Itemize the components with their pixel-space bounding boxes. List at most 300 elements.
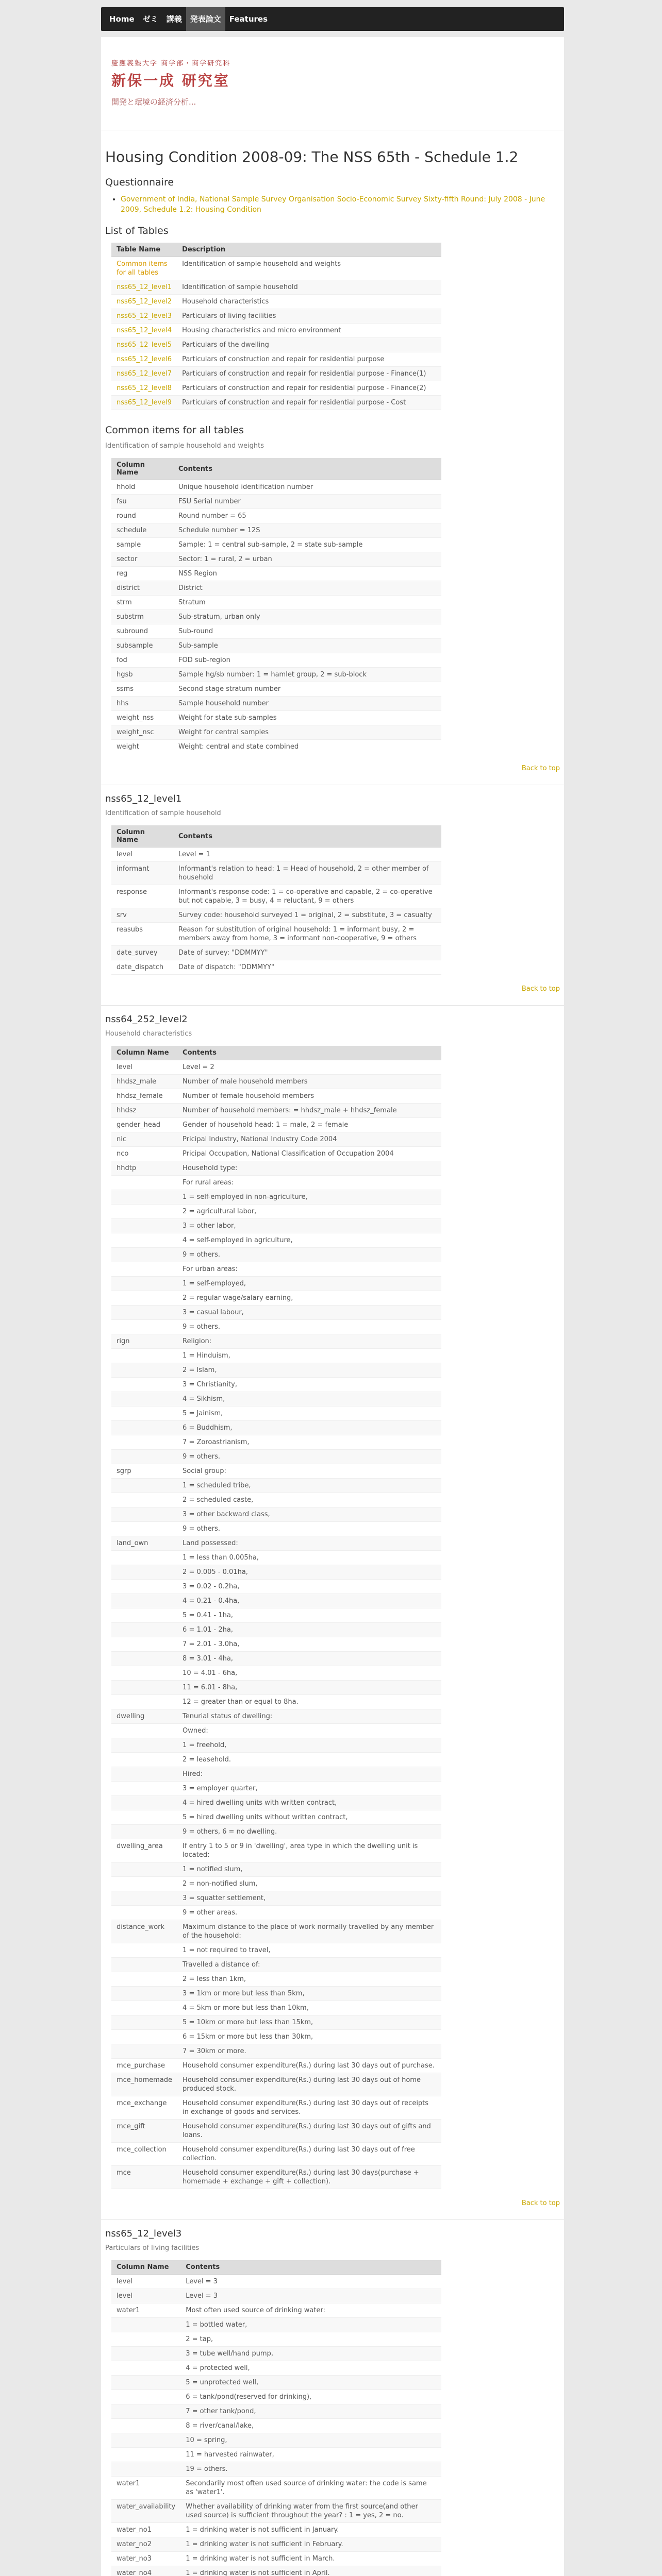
cell-contents: Stratum bbox=[173, 596, 441, 610]
cell-contents: Particulars of living facilities bbox=[177, 309, 441, 324]
cell-name: date_survey bbox=[111, 946, 173, 960]
column-header: Description bbox=[177, 243, 441, 257]
cell-contents: Level = 3 bbox=[180, 2289, 441, 2303]
cell-name bbox=[111, 1363, 177, 1378]
cell-contents: Particulars of construction and repair for residential purpose - Finance(1) bbox=[177, 367, 441, 381]
table-link[interactable]: nss65_12_level6 bbox=[117, 355, 172, 363]
table-row bbox=[111, 2433, 441, 2448]
cell-contents: Land possessed: bbox=[177, 1536, 441, 1551]
table-link[interactable]: nss65_12_level8 bbox=[117, 384, 172, 392]
cell-name bbox=[111, 1450, 177, 1464]
cell-contents: For urban areas: bbox=[177, 1262, 441, 1277]
table-row bbox=[111, 480, 441, 495]
nav-item[interactable]: 講義 bbox=[166, 14, 182, 24]
table-link[interactable]: nss65_12_level9 bbox=[117, 399, 172, 406]
column-header: Contents bbox=[173, 825, 441, 848]
cell-contents: Household consumer expenditure(Rs.) during last 30 days(purchase + homemade + exchange + gift + collection). bbox=[177, 2166, 441, 2189]
cell-name bbox=[111, 1796, 177, 1810]
cell-contents: Secondarily most often used source of drinking water: the code is same as 'water1'. bbox=[180, 2477, 441, 2500]
page-container bbox=[101, 37, 564, 2576]
cell-name bbox=[111, 1435, 177, 1450]
table-row bbox=[111, 1796, 441, 1810]
level1-table bbox=[111, 825, 441, 975]
table-row bbox=[111, 1320, 441, 1334]
cell-name: date_dispatch bbox=[111, 960, 173, 975]
cell-name: water1 bbox=[111, 2477, 180, 2500]
cell-contents: Household consumer expenditure(Rs.) during last 30 days out of purchase. bbox=[177, 2059, 441, 2073]
cell-name: mce_purchase bbox=[111, 2059, 177, 2073]
cell-name bbox=[111, 2361, 180, 2376]
nav-item[interactable]: Features bbox=[229, 14, 268, 24]
table-row bbox=[111, 1738, 441, 1753]
table-link[interactable]: nss65_12_level2 bbox=[117, 298, 172, 306]
cell-contents: 3 = Christianity, bbox=[177, 1378, 441, 1392]
table-row bbox=[111, 923, 441, 946]
cell-name: water_no2 bbox=[111, 2537, 180, 2552]
cell-name: distance_work bbox=[111, 1920, 177, 1943]
cell-contents: 2 = non-notified slum, bbox=[177, 1877, 441, 1891]
main-content bbox=[101, 130, 564, 2576]
cell-contents: 9 = others, 6 = no dwelling. bbox=[177, 1825, 441, 1839]
table-row bbox=[111, 2166, 441, 2189]
cell-name bbox=[111, 2448, 180, 2462]
cell-name bbox=[111, 1594, 177, 1608]
cell-contents: Unique household identification number bbox=[173, 480, 441, 495]
table-row bbox=[111, 581, 441, 596]
cell-contents: Number of male household members bbox=[177, 1075, 441, 1089]
table-row bbox=[111, 495, 441, 509]
level1-heading: nss65_12_level1 bbox=[105, 793, 182, 804]
cell-contents: 1 = drinking water is not sufficient in April. bbox=[180, 2566, 441, 2576]
cell-contents: 2 = less than 1km, bbox=[177, 1972, 441, 1987]
table-row bbox=[111, 324, 441, 338]
table-row bbox=[111, 2404, 441, 2419]
cell-name: fod bbox=[111, 653, 173, 668]
cell-contents: Level = 2 bbox=[177, 1060, 441, 1075]
table-row bbox=[111, 1493, 441, 1507]
column-header: Table Name bbox=[111, 243, 177, 257]
column-header: Contents bbox=[173, 458, 441, 480]
table-row bbox=[111, 1580, 441, 1594]
cell-contents: 9 = others. bbox=[177, 1248, 441, 1262]
cell-name: substrm bbox=[111, 610, 173, 624]
cell-name bbox=[111, 1580, 177, 1594]
table-row bbox=[111, 2289, 441, 2303]
cell-contents: 9 = others. bbox=[177, 1522, 441, 1536]
cell-contents: Household consumer expenditure(Rs.) during last 30 days out of gifts and loans. bbox=[177, 2120, 441, 2143]
cell-contents: 3 = squatter settlement, bbox=[177, 1891, 441, 1906]
cell-contents: 2 = tap, bbox=[180, 2332, 441, 2347]
level3-table bbox=[111, 2260, 441, 2576]
cell-contents: 9 = others. bbox=[177, 1320, 441, 1334]
cell-contents: 7 = Zoroastrianism, bbox=[177, 1435, 441, 1450]
cell-contents: 2 = leasehold. bbox=[177, 1753, 441, 1767]
table-row bbox=[111, 1972, 441, 1987]
cell-name: hhdsz_male bbox=[111, 1075, 177, 1089]
cell-contents: Religion: bbox=[177, 1334, 441, 1349]
table-row bbox=[111, 2566, 441, 2576]
cell-contents: 7 = 2.01 - 3.0ha, bbox=[177, 1637, 441, 1652]
table-row bbox=[111, 639, 441, 653]
cell-name bbox=[111, 1493, 177, 1507]
table-row bbox=[111, 1132, 441, 1147]
cell-name bbox=[111, 2015, 177, 2030]
table-row bbox=[111, 1551, 441, 1565]
cell-contents: 4 = protected well, bbox=[180, 2361, 441, 2376]
cell-name bbox=[111, 1291, 177, 1306]
cell-contents: 3 = casual labour, bbox=[177, 1306, 441, 1320]
cell-contents: If entry 1 to 5 or 9 in 'dwelling', area type in which the dwelling unit is located: bbox=[177, 1839, 441, 1862]
back-to-top-3 bbox=[105, 2199, 560, 2207]
cell-name bbox=[111, 1943, 177, 1958]
table-link[interactable]: nss65_12_level1 bbox=[117, 283, 172, 291]
cell-name bbox=[111, 1176, 177, 1190]
cell-contents: Weight for state sub-samples bbox=[173, 711, 441, 725]
cell-contents: 1 = Hinduism, bbox=[177, 1349, 441, 1363]
cell-name: water_no4 bbox=[111, 2566, 180, 2576]
cell-contents: Schedule number = 12S bbox=[173, 523, 441, 538]
cell-contents: Weight: central and state combined bbox=[173, 740, 441, 754]
cell-name bbox=[111, 1248, 177, 1262]
table-row bbox=[111, 2419, 441, 2433]
cell-contents: 3 = tube well/hand pump, bbox=[180, 2347, 441, 2361]
cell-contents: 10 = 4.01 - 6ha, bbox=[177, 1666, 441, 1681]
back-to-top-link[interactable]: Back to top bbox=[521, 2199, 560, 2207]
table-row bbox=[111, 1176, 441, 1190]
cell-name bbox=[111, 309, 177, 324]
cell-contents: Weight for central samples bbox=[173, 725, 441, 740]
table-row bbox=[111, 740, 441, 754]
nav-item[interactable]: ゼミ bbox=[142, 14, 158, 24]
cell-name bbox=[111, 1233, 177, 1248]
table-row bbox=[111, 1464, 441, 1479]
cell-contents: 5 = unprotected well, bbox=[180, 2376, 441, 2390]
cell-contents: Household consumer expenditure(Rs.) during last 30 days out of free collection. bbox=[177, 2143, 441, 2166]
table-row bbox=[111, 1623, 441, 1637]
cell-contents: FOD sub-region bbox=[173, 653, 441, 668]
table-link[interactable]: nss65_12_level3 bbox=[117, 312, 172, 320]
cell-contents: FSU Serial number bbox=[173, 495, 441, 509]
cell-name: level bbox=[111, 2289, 180, 2303]
table-row bbox=[111, 1709, 441, 1724]
cell-contents: 5 = 10km or more but less than 15km, bbox=[177, 2015, 441, 2030]
questionnaire-link[interactable]: Government of India, National Sample Survey Organisation Socio-Economic Survey Sixty-fifth Round: July 2008 - June 2009, Schedule 1.2: Housing Condition bbox=[121, 195, 545, 214]
table-row bbox=[111, 1075, 441, 1089]
table-row bbox=[111, 257, 441, 280]
cell-contents: 2 = Islam, bbox=[177, 1363, 441, 1378]
common-items-table bbox=[111, 458, 441, 754]
table-row bbox=[111, 1920, 441, 1943]
cell-contents: 6 = 1.01 - 2ha, bbox=[177, 1623, 441, 1637]
column-header: Column Name bbox=[111, 2260, 180, 2275]
cell-name bbox=[111, 1190, 177, 1205]
table-row bbox=[111, 552, 441, 567]
table-link[interactable]: nss65_12_level4 bbox=[117, 327, 172, 334]
table-row bbox=[111, 2303, 441, 2318]
table-row bbox=[111, 2537, 441, 2552]
cell-contents: 1 = notified slum, bbox=[177, 1862, 441, 1877]
cell-name bbox=[111, 1378, 177, 1392]
table-row bbox=[111, 1608, 441, 1623]
table-row bbox=[111, 1378, 441, 1392]
cell-contents: 3 = employer quarter, bbox=[177, 1782, 441, 1796]
cell-name: mce_homemade bbox=[111, 2073, 177, 2096]
cell-contents: Household consumer expenditure(Rs.) during last 30 days out of home produced stock. bbox=[177, 2073, 441, 2096]
cell-name: response bbox=[111, 885, 173, 908]
cell-contents: Date of survey: "DDMMYY" bbox=[173, 946, 441, 960]
top-navigation bbox=[0, 0, 662, 37]
table-row bbox=[111, 1306, 441, 1320]
table-row bbox=[111, 2030, 441, 2044]
cell-name: hgsb bbox=[111, 668, 173, 682]
cell-name bbox=[111, 1862, 177, 1877]
cell-contents: 1 = self-employed, bbox=[177, 1277, 441, 1291]
cell-contents: Sub-round bbox=[173, 624, 441, 639]
cell-contents: Date of dispatch: "DDMMYY" bbox=[173, 960, 441, 975]
cell-name: hhdtp bbox=[111, 1161, 177, 1176]
cell-name: weight bbox=[111, 740, 173, 754]
table-row bbox=[111, 2361, 441, 2376]
cell-contents: 1 = bottled water, bbox=[180, 2318, 441, 2332]
table-row bbox=[111, 596, 441, 610]
table-row bbox=[111, 2059, 441, 2073]
table-row bbox=[111, 2376, 441, 2390]
table-row bbox=[111, 711, 441, 725]
table-row bbox=[111, 280, 441, 295]
back-to-top-link[interactable]: Back to top bbox=[521, 985, 560, 993]
table-row bbox=[111, 725, 441, 740]
cell-name bbox=[111, 1406, 177, 1421]
cell-name bbox=[111, 280, 177, 295]
cell-name: land_own bbox=[111, 1536, 177, 1551]
university-name: 慶應義塾大学 商学部・商学研究科 bbox=[111, 60, 231, 67]
cell-name bbox=[111, 352, 177, 367]
lab-name: 新保一成 研究室 bbox=[111, 72, 230, 89]
cell-name bbox=[111, 1666, 177, 1681]
cell-name bbox=[111, 1782, 177, 1796]
cell-name: round bbox=[111, 509, 173, 523]
cell-contents: Household type: bbox=[177, 1161, 441, 1176]
table-row bbox=[111, 509, 441, 523]
cell-contents: For rural areas: bbox=[177, 1176, 441, 1190]
cell-name bbox=[111, 1987, 177, 2001]
page-title: Housing Condition 2008-09: The NSS 65th - Schedule 1.2 bbox=[105, 148, 519, 165]
cell-contents: Informant's relation to head: 1 = Head of household, 2 = other member of household bbox=[173, 862, 441, 885]
cell-contents: 4 = 5km or more but less than 10km, bbox=[177, 2001, 441, 2015]
cell-name bbox=[111, 1891, 177, 1906]
table-row bbox=[111, 1363, 441, 1378]
cell-name: subround bbox=[111, 624, 173, 639]
cell-contents: 1 = drinking water is not sufficient in February. bbox=[180, 2537, 441, 2552]
cell-contents: Identification of sample household and weights bbox=[177, 257, 441, 280]
back-to-top-2 bbox=[105, 985, 560, 993]
cell-contents: Sample: 1 = central sub-sample, 2 = state sub-sample bbox=[173, 538, 441, 552]
list-of-tables-heading: List of Tables bbox=[105, 225, 169, 236]
cell-contents: 2 = scheduled caste, bbox=[177, 1493, 441, 1507]
table-row bbox=[111, 960, 441, 975]
cell-name bbox=[111, 2332, 180, 2347]
table-row bbox=[111, 653, 441, 668]
cell-name bbox=[111, 1522, 177, 1536]
table-link[interactable]: nss65_12_level7 bbox=[117, 370, 172, 378]
cell-name bbox=[111, 2376, 180, 2390]
cell-contents: Household characteristics bbox=[177, 295, 441, 309]
table-row bbox=[111, 2096, 441, 2120]
table-row bbox=[111, 1349, 441, 1363]
cell-contents: 2 = agricultural labor, bbox=[177, 1205, 441, 1219]
table-row bbox=[111, 567, 441, 581]
level1-desc: Identification of sample household bbox=[105, 809, 221, 817]
cell-contents: 7 = other tank/pond, bbox=[180, 2404, 441, 2419]
cell-name: informant bbox=[111, 862, 173, 885]
table-link[interactable]: nss65_12_level5 bbox=[117, 341, 172, 349]
table-row bbox=[111, 1262, 441, 1277]
table-row bbox=[111, 1248, 441, 1262]
table-row bbox=[111, 2523, 441, 2537]
cell-name bbox=[111, 1753, 177, 1767]
cell-contents: 9 = other areas. bbox=[177, 1906, 441, 1920]
cell-name: district bbox=[111, 581, 173, 596]
cell-name bbox=[111, 396, 177, 410]
table-row bbox=[111, 1507, 441, 1522]
cell-contents: Particulars of construction and repair for residential purpose bbox=[177, 352, 441, 367]
cell-contents: 8 = 3.01 - 4ha, bbox=[177, 1652, 441, 1666]
table-row bbox=[111, 1753, 441, 1767]
table-row bbox=[111, 2390, 441, 2404]
cell-contents: 10 = spring, bbox=[180, 2433, 441, 2448]
cell-contents: 9 = others. bbox=[177, 1450, 441, 1464]
table-row bbox=[111, 848, 441, 862]
cell-name bbox=[111, 1906, 177, 1920]
table-row bbox=[111, 1277, 441, 1291]
table-row bbox=[111, 908, 441, 923]
cell-name bbox=[111, 1958, 177, 1972]
cell-name: hhold bbox=[111, 480, 173, 495]
cell-contents: Level = 3 bbox=[180, 2275, 441, 2289]
table-row bbox=[111, 1219, 441, 1233]
table-row bbox=[111, 1060, 441, 1075]
cell-contents: 1 = scheduled tribe, bbox=[177, 1479, 441, 1493]
cell-contents: Sector: 1 = rural, 2 = urban bbox=[173, 552, 441, 567]
cell-contents: Identification of sample household bbox=[177, 280, 441, 295]
cell-name: ssms bbox=[111, 682, 173, 697]
cell-name bbox=[111, 1565, 177, 1580]
cell-name bbox=[111, 1608, 177, 1623]
cell-name: weight_nsc bbox=[111, 725, 173, 740]
cell-contents: 11 = harvested rainwater, bbox=[180, 2448, 441, 2462]
cell-name: sample bbox=[111, 538, 173, 552]
cell-contents: Number of household members: = hhdsz_male + hhdsz_female bbox=[177, 1104, 441, 1118]
cell-contents: Owned: bbox=[177, 1724, 441, 1738]
cell-contents: 6 = Buddhism, bbox=[177, 1421, 441, 1435]
cell-contents: Maximum distance to the place of work normally travelled by any member of the household: bbox=[177, 1920, 441, 1943]
cell-name: hhdsz_female bbox=[111, 1089, 177, 1104]
lab-tagline: 開発と環境の経済分析... bbox=[111, 97, 196, 107]
cell-contents: 2 = regular wage/salary earning, bbox=[177, 1291, 441, 1306]
cell-name bbox=[111, 1972, 177, 1987]
table-row bbox=[111, 2120, 441, 2143]
cell-contents: 8 = river/canal/lake, bbox=[180, 2419, 441, 2433]
cell-contents: Sample household number bbox=[173, 697, 441, 711]
cell-contents: Survey code: household surveyed 1 = original, 2 = substitute, 3 = casualty bbox=[173, 908, 441, 923]
column-header: Column Name bbox=[111, 825, 173, 848]
cell-contents: Particulars of construction and repair for residential purpose - Cost bbox=[177, 396, 441, 410]
table-row bbox=[111, 1190, 441, 1205]
cell-contents: Pricipal Industry, National Industry Code 2004 bbox=[177, 1132, 441, 1147]
divider bbox=[101, 1005, 564, 1006]
cell-contents: 1 = less than 0.005ha, bbox=[177, 1551, 441, 1565]
table-row bbox=[111, 1291, 441, 1306]
cell-contents: 3 = other backward class, bbox=[177, 1507, 441, 1522]
cell-name bbox=[111, 1695, 177, 1709]
cell-name bbox=[111, 2001, 177, 2015]
table-row bbox=[111, 1767, 441, 1782]
cell-contents: 1 = drinking water is not sufficient in January. bbox=[180, 2523, 441, 2537]
cell-name: nic bbox=[111, 1132, 177, 1147]
table-row bbox=[111, 1089, 441, 1104]
nav-item[interactable]: 発表論文 bbox=[186, 7, 225, 31]
cell-contents: 4 = hired dwelling units with written contract, bbox=[177, 1796, 441, 1810]
cell-name: sgrp bbox=[111, 1464, 177, 1479]
cell-contents: Sub-stratum, urban only bbox=[173, 610, 441, 624]
cell-contents: Housing characteristics and micro environment bbox=[177, 324, 441, 338]
cell-contents: 1 = freehold, bbox=[177, 1738, 441, 1753]
cell-name: fsu bbox=[111, 495, 173, 509]
cell-name: reg bbox=[111, 567, 173, 581]
cell-name bbox=[111, 1421, 177, 1435]
cell-contents: Household consumer expenditure(Rs.) during last 30 days out of receipts in exchange of goods and services. bbox=[177, 2096, 441, 2120]
cell-name: mce bbox=[111, 2166, 177, 2189]
table-row bbox=[111, 1104, 441, 1118]
level3-heading: nss65_12_level3 bbox=[105, 2228, 182, 2239]
table-row bbox=[111, 1205, 441, 1219]
cell-name bbox=[111, 1551, 177, 1565]
back-to-top-link[interactable]: Back to top bbox=[521, 765, 560, 772]
table-row bbox=[111, 1406, 441, 1421]
cell-name: water1 bbox=[111, 2303, 180, 2318]
cell-contents: 4 = Sikhism, bbox=[177, 1392, 441, 1406]
table-row bbox=[111, 396, 441, 410]
table-row bbox=[111, 309, 441, 324]
table-row bbox=[111, 295, 441, 309]
table-row bbox=[111, 1810, 441, 1825]
cell-contents: 3 = 0.02 - 0.2ha, bbox=[177, 1580, 441, 1594]
cell-contents: Gender of household head: 1 = male, 2 = female bbox=[177, 1118, 441, 1132]
cell-contents: Second stage stratum number bbox=[173, 682, 441, 697]
table-row bbox=[111, 1147, 441, 1161]
cell-contents: 1 = self-employed in non-agriculture, bbox=[177, 1190, 441, 1205]
lab-logo[interactable] bbox=[111, 58, 230, 107]
level2-table bbox=[111, 1046, 441, 2189]
table-row bbox=[111, 338, 441, 352]
table-link[interactable]: Common items for all tables bbox=[117, 260, 168, 277]
cell-name bbox=[111, 2318, 180, 2332]
cell-name bbox=[111, 324, 177, 338]
table-row bbox=[111, 624, 441, 639]
table-row bbox=[111, 1839, 441, 1862]
table-row bbox=[111, 1594, 441, 1608]
cell-name bbox=[111, 1810, 177, 1825]
cell-name: level bbox=[111, 2275, 180, 2289]
cell-name bbox=[111, 1320, 177, 1334]
table-row bbox=[111, 2462, 441, 2477]
cell-name: reasubs bbox=[111, 923, 173, 946]
cell-name: weight_nss bbox=[111, 711, 173, 725]
cell-name: hhs bbox=[111, 697, 173, 711]
nav-item[interactable]: Home bbox=[109, 14, 135, 24]
table-row bbox=[111, 1877, 441, 1891]
table-row bbox=[111, 1652, 441, 1666]
